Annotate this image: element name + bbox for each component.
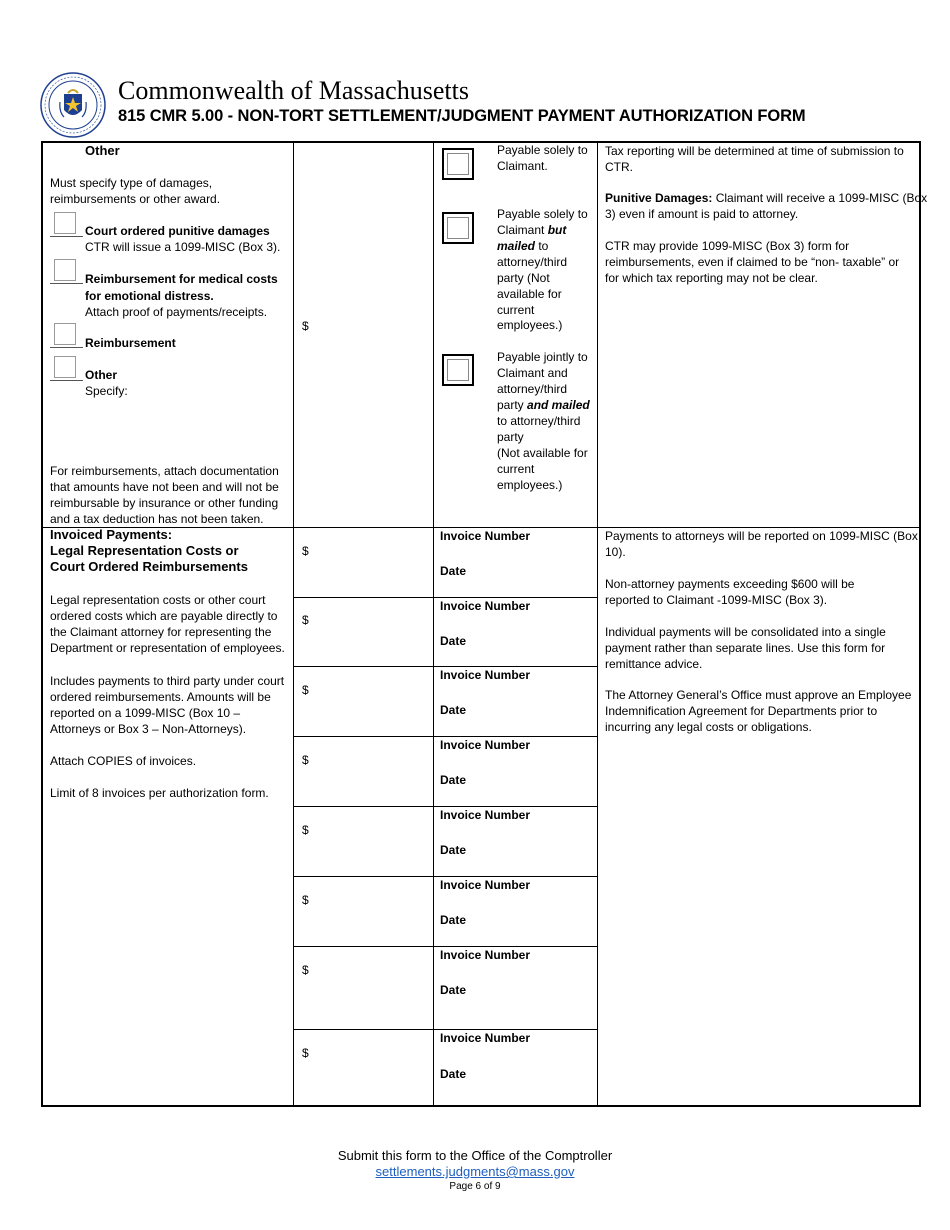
ctr-note: CTR may provide 1099-MISC (Box 3) form for xyxy=(605,239,850,253)
checkbox-underline xyxy=(50,347,83,348)
tax-note: Tax reporting will be determined at time of submission to xyxy=(605,144,904,158)
invoice-date-label: Date xyxy=(440,703,467,717)
payable-option-text: mailed to xyxy=(497,239,549,253)
payable-option-text: Payable jointly to xyxy=(497,350,588,364)
column-divider xyxy=(597,141,598,1107)
payable-jointly-checkbox[interactable] xyxy=(442,354,474,386)
payable-option-text: employees.) xyxy=(497,318,563,332)
invoiced-note: payment rather than separate lines. Use this form for xyxy=(605,641,886,655)
payable-option-text: Claimant but xyxy=(497,223,567,237)
medical-reimbursement-label: Reimbursement for medical costs xyxy=(85,272,278,286)
invoiced-note: Non-attorney payments exceeding $600 will be xyxy=(605,577,855,591)
invoiced-note: 10). xyxy=(605,545,626,559)
reimbursement-label: Reimbursement xyxy=(85,336,176,350)
payable-option-text: employees.) xyxy=(497,478,563,492)
column-divider xyxy=(293,141,294,1107)
invoice-amount-dollar: $ xyxy=(302,613,309,627)
payable-claimant-mailed-attorney-checkbox[interactable] xyxy=(442,212,474,244)
invoiced-note: Individual payments will be consolidated into a single xyxy=(605,625,886,639)
reimbursement-instructions: For reimbursements, attach documentation xyxy=(50,464,279,478)
punitive-note: 3) even if amount is paid to attorney. xyxy=(605,207,799,221)
invoice-amount-dollar: $ xyxy=(302,683,309,697)
checkbox-underline xyxy=(50,283,83,284)
other-checkbox[interactable] xyxy=(54,356,76,378)
invoiced-note: Payments to attorneys will be reported on 1099-MISC (Box xyxy=(605,529,918,543)
payable-option-text: available for xyxy=(497,287,562,301)
section-heading-other: Other xyxy=(85,143,120,158)
medical-reimbursement-checkbox[interactable] xyxy=(54,259,76,281)
punitive-damages-note: CTR will issue a 1099-MISC (Box 3). xyxy=(85,240,281,254)
invoice-number-label: Invoice Number xyxy=(440,668,531,682)
invoiced-note: reported to Claimant -1099-MISC (Box 3). xyxy=(605,593,828,607)
invoice-number-label: Invoice Number xyxy=(440,529,531,543)
invoiced-description: reported on a 1099-MISC (Box 10 – xyxy=(50,706,241,720)
payable-option-text: party and mailed xyxy=(497,398,590,412)
invoice-date-label: Date xyxy=(440,1067,467,1081)
payable-option-text: Claimant. xyxy=(497,159,548,173)
comptroller-email-link[interactable]: settlements.judgments@mass.gov xyxy=(375,1164,575,1179)
ctr-note: for which tax reporting may not be clear. xyxy=(605,271,818,285)
invoiced-note: The Attorney General’s Office must approve an Employee xyxy=(605,688,912,702)
section-heading-invoiced: Court Ordered Reimbursements xyxy=(50,559,248,574)
invoiced-description: Department or representation of employees. xyxy=(50,641,285,655)
invoice-number-label: Invoice Number xyxy=(440,948,531,962)
invoiced-description: Includes payments to third party under court xyxy=(50,674,285,688)
section-heading-invoiced: Invoiced Payments: xyxy=(50,527,173,542)
invoiced-description: ordered costs which are payable directly to xyxy=(50,609,278,623)
payable-option-text: to attorney/third xyxy=(497,414,581,428)
ctr-note: reimbursements, even if claimed to be “non- taxable” or xyxy=(605,255,900,269)
invoice-date-label: Date xyxy=(440,773,467,787)
invoice-amount-dollar: $ xyxy=(302,544,309,558)
payable-option-text: Claimant and xyxy=(497,366,568,380)
other-label: Other xyxy=(85,368,118,382)
invoiced-description: the Claimant attorney for representing the xyxy=(50,625,272,639)
invoice-date-label: Date xyxy=(440,843,467,857)
invoiced-note: incurring any legal costs or obligations. xyxy=(605,720,812,734)
punitive-damages-label: Court ordered punitive damages xyxy=(85,224,270,238)
payable-option-text: current xyxy=(497,462,535,476)
checkbox-underline xyxy=(50,236,83,237)
payable-option-text: (Not available for xyxy=(497,446,588,460)
page-number: Page 6 of 9 xyxy=(449,1181,501,1192)
payable-option-text: party (Not xyxy=(497,271,550,285)
invoice-amount-dollar: $ xyxy=(302,1046,309,1060)
other-intro: Must specify type of damages, xyxy=(50,176,213,190)
section-heading-invoiced: Legal Representation Costs or xyxy=(50,543,239,558)
invoice-number-label: Invoice Number xyxy=(440,599,531,613)
payable-option-text: Payable solely to xyxy=(497,143,588,157)
invoiced-description: Limit of 8 invoices per authorization form. xyxy=(50,786,269,800)
invoiced-description: Attorneys or Box 3 – Non-Attorneys). xyxy=(50,722,247,736)
invoice-amount-dollar: $ xyxy=(302,823,309,837)
invoice-date-label: Date xyxy=(440,913,467,927)
invoice-amount-dollar: $ xyxy=(302,893,309,907)
reimbursement-instructions: reimbursable by insurance or other funding xyxy=(50,496,279,510)
invoice-date-label: Date xyxy=(440,634,467,648)
column-divider xyxy=(433,141,434,1107)
payable-option-text: party xyxy=(497,430,524,444)
invoice-date-label: Date xyxy=(440,564,467,578)
other-specify-label: Specify: xyxy=(85,384,128,398)
invoice-number-label: Invoice Number xyxy=(440,878,531,892)
invoice-number-label: Invoice Number xyxy=(440,1031,531,1045)
invoiced-description: Legal representation costs or other court xyxy=(50,593,266,607)
invoiced-note: remittance advice. xyxy=(605,657,703,671)
invoice-number-label: Invoice Number xyxy=(440,738,531,752)
invoice-date-label: Date xyxy=(440,983,467,997)
form-title: 815 CMR 5.00 - NON-TORT SETTLEMENT/JUDGMENT PAYMENT AUTHORIZATION FORM xyxy=(118,107,806,125)
reimbursement-checkbox[interactable] xyxy=(54,323,76,345)
reimbursement-instructions: that amounts have not been and will not be xyxy=(50,480,279,494)
other-intro: reimbursements or other award. xyxy=(50,192,221,206)
checkbox-underline xyxy=(50,380,83,381)
invoice-amount-dollar: $ xyxy=(302,753,309,767)
medical-reimbursement-note: Attach proof of payments/receipts. xyxy=(85,305,268,319)
payable-claimant-checkbox[interactable] xyxy=(442,148,474,180)
invoiced-note: Indemnification Agreement for Departments prior to xyxy=(605,704,878,718)
amount-dollar-sign: $ xyxy=(302,319,309,333)
submit-instruction: Submit this form to the Office of the Comptroller xyxy=(337,1148,613,1163)
massachusetts-seal-icon xyxy=(40,72,106,138)
invoice-number-label: Invoice Number xyxy=(440,808,531,822)
payable-option-text: attorney/third xyxy=(497,255,568,269)
payable-option-text: Payable solely to xyxy=(497,207,588,221)
invoiced-description: ordered reimbursements. Amounts will be xyxy=(50,690,271,704)
payable-option-text: current xyxy=(497,303,535,317)
invoice-amount-dollar: $ xyxy=(302,963,309,977)
other-amount-input[interactable] xyxy=(312,310,424,334)
invoiced-description: Attach COPIES of invoices. xyxy=(50,754,197,768)
email-link xyxy=(0,1164,950,1179)
medical-reimbursement-label: for emotional distress. xyxy=(85,289,214,303)
punitive-damages-checkbox[interactable] xyxy=(54,212,76,234)
reimbursement-instructions: and a tax deduction has not been taken. xyxy=(50,512,264,526)
page-title: Commonwealth of Massachusetts xyxy=(118,76,469,105)
punitive-note: Punitive Damages: Claimant will receive a 1099-MISC (Box xyxy=(605,191,928,205)
tax-note: CTR. xyxy=(605,160,633,174)
payable-option-text: attorney/third xyxy=(497,382,568,396)
